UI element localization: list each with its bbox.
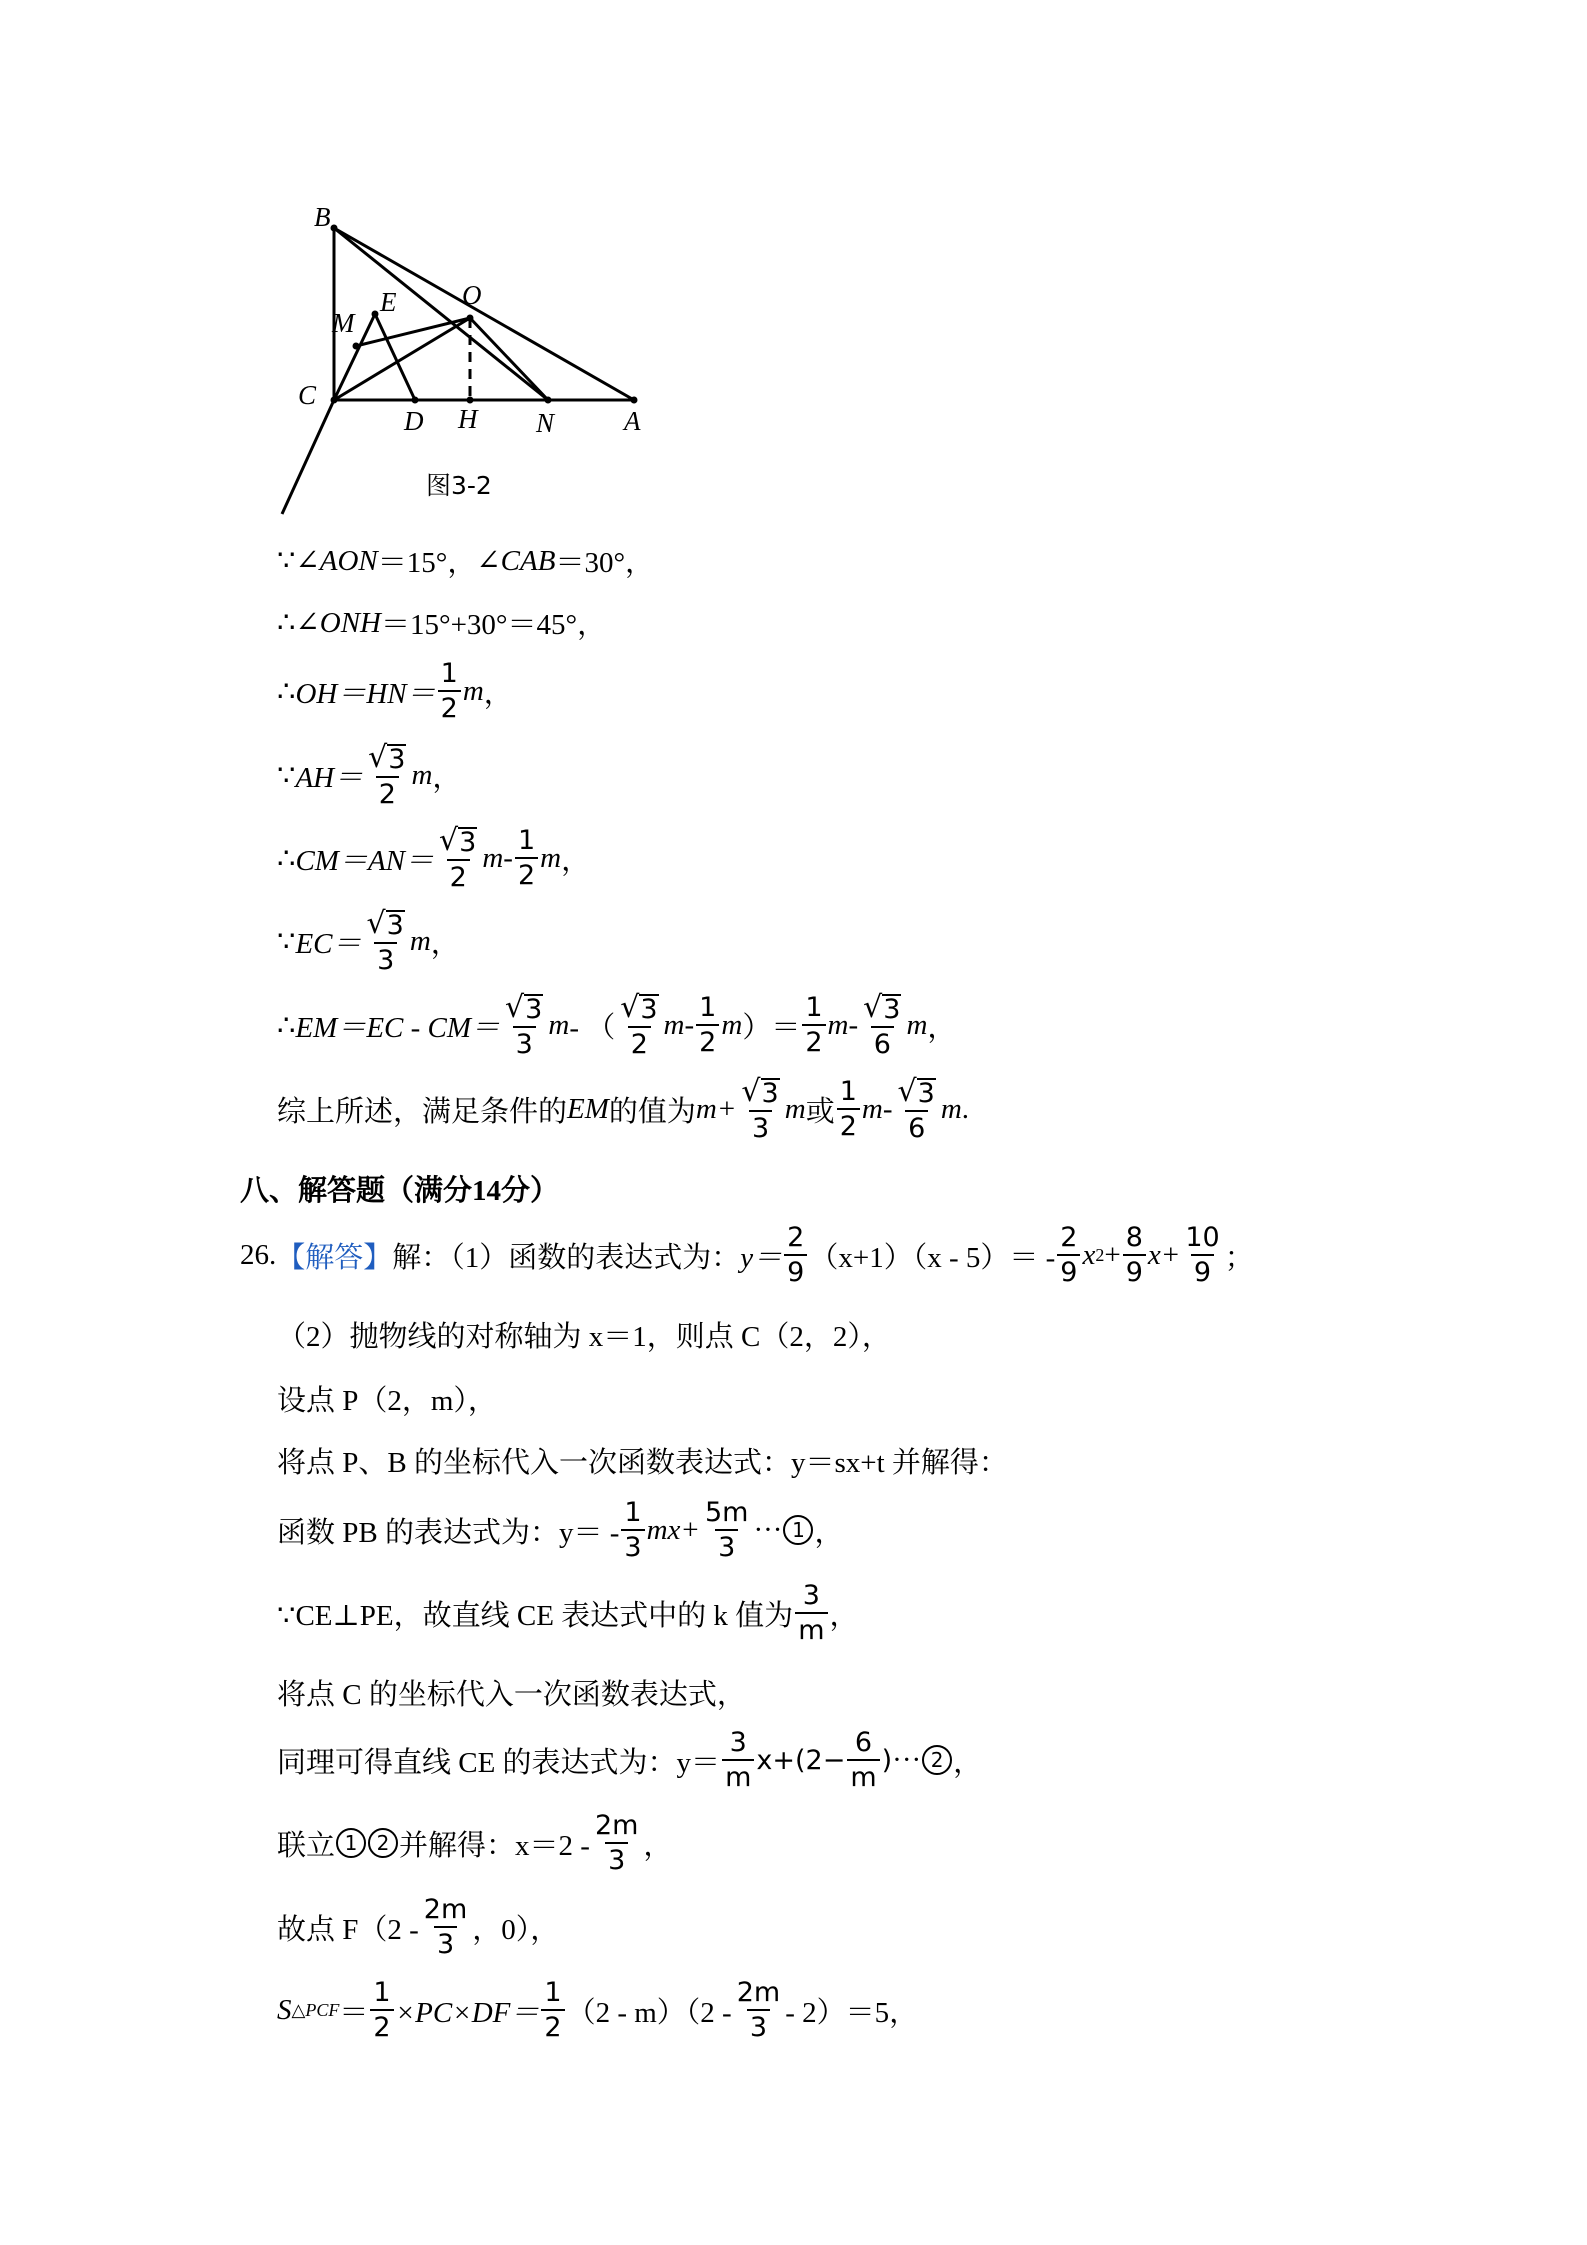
answer-tag: 【解答】 — [276, 1241, 393, 1274]
fraction: $\frac{1}{2}$ — [515, 827, 538, 889]
label-C: C — [298, 380, 317, 410]
step-1: ∵ ∠AON ＝15°， ∠CAB ＝30°， — [277, 544, 655, 579]
fraction-sqrt: √ 3 2 — [439, 822, 477, 893]
step-3: ∴ OH＝HN＝ $\frac{1}{2}$ m ， — [277, 658, 513, 724]
step-4: ∵ AH＝ √ 3 2 m ， — [277, 739, 462, 810]
solve-x: 联立 1 2 并解得：x＝2 - $\frac{2m}{3}$ ， — [277, 1810, 673, 1876]
geometry-figure-3-2 — [272, 198, 652, 518]
fraction-sqrt: √ 3 3 — [366, 905, 404, 976]
segment-ED — [375, 314, 415, 400]
figure-caption: 图3-2 — [426, 471, 492, 500]
label-H: H — [458, 404, 478, 434]
fraction-sqrt: √ 3 2 — [368, 739, 406, 810]
set-point-p: 设点 P（2，m）， — [277, 1384, 497, 1417]
label-N: N — [536, 408, 555, 438]
extension-line — [282, 400, 334, 514]
label-D: D — [404, 406, 424, 436]
conclusion: 综上所述，满足条件的 EM 的值为 m+ √ 3 3 m 或 $\frac{1}{2}$ m - √ 3 6 m . — [277, 1073, 970, 1144]
question-26-part-1: 26. 【解答】 解：（1）函数的表达式为： y＝ $\frac{2}{9}$ （x+1）（x - 5）＝ - $\frac{2}{9}$ x 2 + $\frac{8}{9}$ x+ $\frac{10}{9}$ ； — [240, 1222, 1254, 1288]
line-ce-expression: 同理可得直线 CE 的表达式为：y＝ $\frac{3}{m}$ x+(2− $\frac{6}{m}$ ) ··· 2 ， — [277, 1727, 983, 1793]
step-5: ∴ CM＝AN＝ √ 3 2 m - $\frac{1}{2}$ m ， — [277, 822, 591, 893]
label-E: E — [380, 287, 397, 317]
label-B: B — [314, 202, 331, 232]
segment-ON — [470, 318, 548, 400]
part-2-axis: （2）抛物线的对称轴为 x＝1，则点 C（2，2）， — [277, 1320, 891, 1353]
segment-BN — [334, 228, 548, 400]
fraction: $\frac{1}{2}$ — [438, 660, 461, 722]
step-7: ∴ EM＝EC - CM＝ √ 3 3 m - （ √ 3 2 m - $\frac{1}{2}$ m ）＝ $\frac{1}{2}$ m - √ 3 6 m ， — [277, 989, 957, 1060]
substitute-c: 将点 C 的坐标代入一次函数表达式， — [277, 1678, 746, 1711]
section-heading: 八、解答题（满分14分） — [240, 1174, 560, 1207]
line-pb-expression: 函数 PB 的表达式为：y＝ - $\frac{1}{3}$ mx+ $\frac{5m}{3}$ ··· 1 ， — [277, 1497, 844, 1563]
label-A: A — [624, 406, 641, 436]
step-2: ∴ ∠ONH ＝15°+30°＝45°， — [277, 606, 607, 641]
label-O: O — [462, 280, 482, 310]
slope-ce: ∵CE⊥PE，故直线 CE 表达式中的 k 值为 $\frac{3}{m}$ ， — [277, 1580, 859, 1646]
area-pcf: S △PCF ＝ $\frac{1}{2}$ ×PC×DF＝ $\frac{1}{2}$ （2 - m）（2 - $\frac{2m}{3}$ - 2）＝5， — [277, 1977, 919, 2043]
substitute-pb: 将点 P、B 的坐标代入一次函数表达式：y＝sx+t 并解得： — [277, 1446, 1008, 1479]
point-f: 故点 F（2 - $\frac{2m}{3}$ ，0）， — [277, 1894, 560, 1960]
step-6: ∵ EC＝ √ 3 3 m ， — [277, 905, 460, 976]
label-M: M — [332, 308, 355, 338]
